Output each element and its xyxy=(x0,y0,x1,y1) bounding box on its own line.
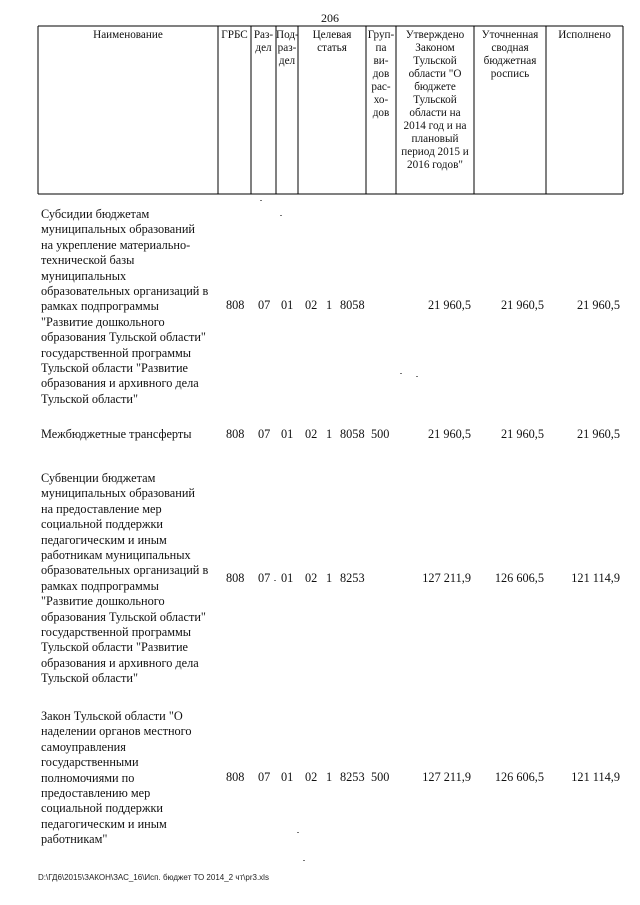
row-grbs: 808 xyxy=(226,298,245,312)
row-tselevaya-3: 8058 xyxy=(340,298,365,312)
row-razdel: 07 xyxy=(258,298,271,312)
row-grbs: 808 xyxy=(226,770,245,784)
row-tselevaya-1: 02 xyxy=(305,571,318,585)
row-razdel: 07 xyxy=(258,770,271,784)
row-razdel: 07 xyxy=(258,571,271,585)
scan-speck xyxy=(260,200,262,201)
header-razdel: Раз- дел xyxy=(253,29,274,54)
header-podrazdel: Под- раз- дел xyxy=(276,29,299,67)
row-tselevaya-2: 1 xyxy=(326,571,333,585)
file-path-footer: D:\ГД6\2015\ЗАКОН\ЗАС_16\Исп. бюджет ТО 2014_2 чт\pr3.xls xyxy=(38,873,269,882)
row-tselevaya-2: 1 xyxy=(326,770,333,784)
header-ispolneno: Исполнено xyxy=(558,29,611,41)
row-tselevaya-3: 8253 xyxy=(340,571,365,585)
row-tselevaya-1: 02 xyxy=(305,298,318,312)
row-tselevaya-1: 02 xyxy=(305,770,318,784)
scan-speck xyxy=(303,860,305,861)
row-grbs: 808 xyxy=(226,571,245,585)
row-description: Субвенции бюджетам муниципальных образований на предоставление мер социальной поддержки педагогическим и иным работникам муниципальных образовательных организаций в рамках подпрограммы "Развитие дошкольного образования Тульской области" государственной программы Тульской области "Развитие образования и архивного дела Тульской области" xyxy=(41,471,209,686)
row-tselevaya-1: 02 xyxy=(305,427,318,441)
row-description: Закон Тульской области "О наделении органов местного самоуправления государственными полномочиями по предоставлению мер социальной поддержки педагогическим и иным работникам" xyxy=(41,709,192,847)
row-description: Субсидии бюджетам муниципальных образований на укрепление материально- технической базы муниципальных образовательных организаций в рамках подпрограммы "Развитие дошкольного образования Тульской области" государственной программы Тульской области "Развитие образования и архивного дела Тульской области" xyxy=(41,207,209,406)
row-utverzhdeno: 21 960,5 xyxy=(427,298,471,312)
row-utochnennaya: 21 960,5 xyxy=(500,298,544,312)
header-utverzhdeno: Утверждено Законом Тульской области "О бюджете Тульской области на 2014 год и на плановый период 2015 и 2016 годов" xyxy=(401,29,469,171)
row-podrazdel: 01 xyxy=(281,770,294,784)
header-gruppa-vidov-rashodov: Груп- па ви- дов рас- хо- дов xyxy=(367,29,395,119)
row-podrazdel: 01 xyxy=(281,571,294,585)
page-number: 206 xyxy=(321,11,339,25)
scan-speck xyxy=(274,580,276,581)
header-tselevaya-statya: Целевая статья xyxy=(312,29,352,54)
row-ispolneno: 121 114,9 xyxy=(571,571,620,585)
row-gruppa: 500 xyxy=(371,770,390,784)
row-gruppa: 500 xyxy=(371,427,390,441)
scan-speck xyxy=(400,373,402,374)
row-utochnennaya: 21 960,5 xyxy=(500,427,544,441)
row-grbs: 808 xyxy=(226,427,245,441)
row-utochnennaya: 126 606,5 xyxy=(494,571,544,585)
row-description: Межбюджетные трансферты xyxy=(41,427,192,441)
scan-speck xyxy=(416,376,418,377)
row-tselevaya-2: 1 xyxy=(326,298,333,312)
row-tselevaya-2: 1 xyxy=(326,427,333,441)
row-podrazdel: 01 xyxy=(281,298,294,312)
header-grbs: ГРБС xyxy=(221,29,248,41)
row-razdel: 07 xyxy=(258,427,271,441)
header-utochnennaya-rospis: Уточненная сводная бюджетная роспись xyxy=(481,29,539,80)
row-utverzhdeno: 127 211,9 xyxy=(422,770,471,784)
row-ispolneno: 121 114,9 xyxy=(571,770,620,784)
row-ispolneno: 21 960,5 xyxy=(576,298,620,312)
row-podrazdel: 01 xyxy=(281,427,294,441)
row-utverzhdeno: 127 211,9 xyxy=(422,571,471,585)
row-ispolneno: 21 960,5 xyxy=(576,427,620,441)
row-tselevaya-3: 8253 xyxy=(340,770,365,784)
row-tselevaya-3: 8058 xyxy=(340,427,365,441)
header-name: Наименование xyxy=(93,29,163,41)
scan-speck xyxy=(280,215,282,216)
row-utverzhdeno: 21 960,5 xyxy=(427,427,471,441)
scan-speck xyxy=(297,832,299,833)
row-utochnennaya: 126 606,5 xyxy=(494,770,544,784)
